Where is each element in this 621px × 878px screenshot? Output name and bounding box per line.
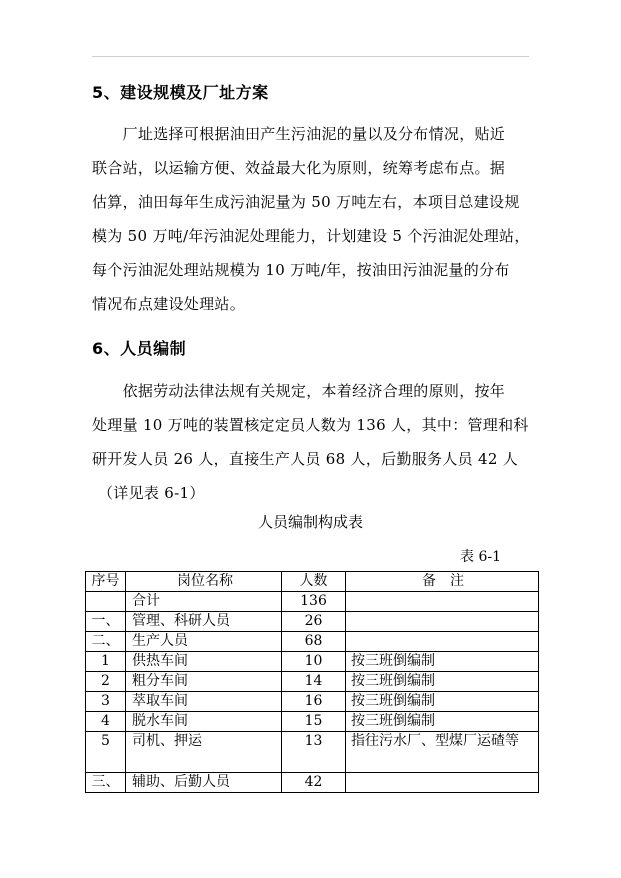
staff-table xyxy=(85,571,539,793)
header-name: 岗位名称 xyxy=(126,572,282,592)
cell-count: 136 xyxy=(282,592,346,612)
cell-count: 68 xyxy=(282,632,346,652)
cell-note xyxy=(346,592,539,612)
cell-count: 42 xyxy=(282,773,346,793)
table-row xyxy=(86,652,539,672)
cell-name: 合计 xyxy=(126,592,282,612)
header-num: 序号 xyxy=(86,572,126,592)
paragraph-line: 处理量 10 万吨的装置核定定员人数为 136 人，其中：管理和科 xyxy=(92,416,529,434)
table-row xyxy=(86,632,539,652)
cell-name: 管理、科研人员 xyxy=(126,612,282,632)
section-5-paragraph xyxy=(92,117,530,321)
header-note: 备 注 xyxy=(346,572,539,592)
header-count: 人数 xyxy=(282,572,346,592)
cell-num xyxy=(86,592,126,612)
paragraph-line: （详见表 6-1） xyxy=(98,484,205,502)
cell-num: 3 xyxy=(86,692,126,712)
paragraph-line: 情况布点建设处理站。 xyxy=(92,295,246,313)
cell-num: 1 xyxy=(86,652,126,672)
cell-num: 一、 xyxy=(86,612,126,632)
table-row xyxy=(86,692,539,712)
cell-count: 15 xyxy=(282,712,346,732)
table-header-row xyxy=(86,572,539,592)
table-row xyxy=(86,672,539,692)
cell-count: 26 xyxy=(282,612,346,632)
cell-num: 4 xyxy=(86,712,126,732)
cell-note: 按三班倒编制 xyxy=(346,692,539,712)
cell-note: 按三班倒编制 xyxy=(346,652,539,672)
table-row xyxy=(86,592,539,612)
cell-name: 辅助、后勤人员 xyxy=(126,773,282,793)
cell-name: 脱水车间 xyxy=(126,712,282,732)
cell-note: 按三班倒编制 xyxy=(346,672,539,692)
cell-note: 按三班倒编制 xyxy=(346,712,539,732)
cell-note xyxy=(346,773,539,793)
cell-count: 10 xyxy=(282,652,346,672)
section-5-heading: 5、建设规模及厂址方案 xyxy=(92,83,269,102)
paragraph-line: 估算，油田每年生成污油泥量为 50 万吨左右，本项目总建设规 xyxy=(92,193,520,211)
table-number: 表 6-1 xyxy=(460,549,501,565)
table-row xyxy=(86,773,539,793)
paragraph-line: 研开发人员 26 人，直接生产人员 68 人，后勤服务人员 42 人 xyxy=(92,450,519,468)
cell-num: 二、 xyxy=(86,632,126,652)
table-row xyxy=(86,712,539,732)
paragraph-line: 模为 50 万吨/年污油泥处理能力，计划建设 5 个污油泥处理站， xyxy=(92,227,530,245)
cell-name: 生产人员 xyxy=(126,632,282,652)
header-rule xyxy=(92,56,529,57)
cell-name: 供热车间 xyxy=(126,652,282,672)
section-6-heading: 6、人员编制 xyxy=(92,339,187,358)
cell-num: 2 xyxy=(86,672,126,692)
cell-note xyxy=(346,612,539,632)
table-row xyxy=(86,612,539,632)
paragraph-line: 每个污油泥处理站规模为 10 万吨/年，按油田污油泥量的分布 xyxy=(92,261,510,279)
paragraph-line: 依据劳动法律法规有关规定，本着经济合理的原则，按年 xyxy=(92,382,506,400)
cell-count: 14 xyxy=(282,672,346,692)
paragraph-line: 厂址选择可根据油田产生污油泥的量以及分布情况，贴近 xyxy=(92,125,506,143)
cell-name: 司机、押运 xyxy=(126,732,282,773)
cell-num: 三、 xyxy=(86,773,126,793)
cell-note xyxy=(346,632,539,652)
cell-count: 13 xyxy=(282,732,346,773)
table-caption: 人员编制构成表 xyxy=(257,513,363,531)
cell-note: 指往污水厂、型煤厂运碴等 xyxy=(346,732,539,773)
paragraph-line: 联合站，以运输方便、效益最大化为原则，统筹考虑布点。据 xyxy=(92,159,506,177)
cell-name: 萃取车间 xyxy=(126,692,282,712)
table-row xyxy=(86,732,539,773)
section-6-paragraph xyxy=(92,374,530,510)
cell-name: 粗分车间 xyxy=(126,672,282,692)
cell-num: 5 xyxy=(86,732,126,773)
cell-count: 16 xyxy=(282,692,346,712)
